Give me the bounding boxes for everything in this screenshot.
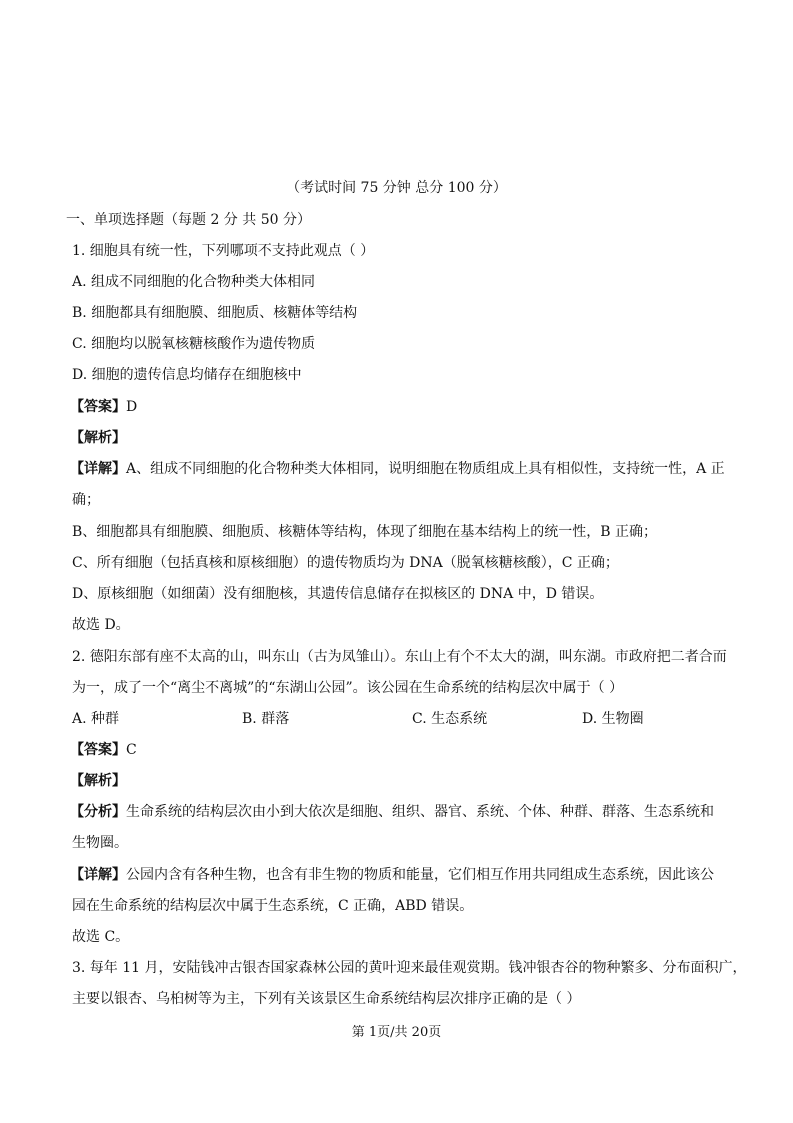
question-1-detail-line-3: B、细胞都具有细胞膜、细胞质、核糖体等结构，体现了细胞在基本结构上的统一性，B 正确； [72,524,658,540]
analyze-tag: 【分析】 [70,804,126,820]
question-1-detail-line-1 [70,459,725,479]
detail-text: 公园内含有各种生物，也含有非生物的物质和能量，它们相互作用共同组成生态系统，因此该公 [126,867,714,883]
detail-text: A、组成不同细胞的化合物种类大体相同，说明细胞在物质组成上具有相似性，支持统一性，A 正 [126,461,725,477]
question-1-option-d: D. 细胞的遗传信息均储存在细胞核中 [72,367,302,383]
question-1-detail-line-2: 确； [72,492,100,508]
question-3-stem-line-2: 主要以银杏、乌桕树等为主，下列有关该景区生命系统结构层次排序正确的是（ ） [72,991,581,1007]
detail-tag: 【详解】 [70,867,126,883]
question-2-analyze-line-1 [70,802,714,822]
question-2-option-b: B. 群落 [242,711,290,727]
answer-value: C [126,742,137,758]
question-1-analysis-tag: 【解析】 [70,430,126,446]
question-1-option-c: C. 细胞均以脱氧核糖核酸作为遗传物质 [72,336,316,352]
section-title: 一、单项选择题（每题 2 分 共 50 分） [66,212,311,228]
question-2-analysis-tag: 【解析】 [70,773,126,789]
question-2-option-c: C. 生态系统 [412,711,488,727]
question-2-stem-line-2: 为一，成了一个“离尘不离城”的“东湖山公园”。该公园在生命系统的结构层次中属于（ ） [72,680,624,696]
question-1-stem: 1. 细胞具有统一性，下列哪项不支持此观点（ ） [72,243,375,259]
answer-tag: 【答案】 [70,399,126,415]
question-2-option-a: A. 种群 [72,711,120,727]
answer-tag: 【答案】 [70,742,126,758]
question-1-detail-line-4: C、所有细胞（包括真核和原核细胞）的遗传物质均为 DNA（脱氧核糖核酸），C 正确； [72,555,619,571]
question-2-analyze-line-2: 生物圈。 [72,835,128,851]
exam-header: （考试时间 75 分钟 总分 100 分） [286,180,507,196]
question-2-detail-line-2: 园在生命系统的结构层次中属于生态系统，C 正确，ABD 错误。 [72,898,474,914]
question-2-answer [70,740,137,760]
question-2-detail-line-1 [70,865,714,885]
answer-value: D [126,399,138,415]
question-1-option-a: A. 组成不同细胞的化合物种类大体相同 [72,274,316,290]
question-2-stem-line-1: 2. 德阳东部有座不太高的山，叫东山（古为凤雏山）。东山上有个不太大的湖，叫东湖。市政府把二者合而 [72,649,727,665]
detail-tag: 【详解】 [70,461,126,477]
question-1-detail-line-5: D、原核细胞（如细菌）没有细胞核，其遗传信息储存在拟核区的 DNA 中，D 错误。 [72,586,604,602]
question-1-answer [70,397,137,417]
question-1-option-b: B. 细胞都具有细胞膜、细胞质、核糖体等结构 [72,305,358,321]
page-footer: 第 1页/共 20页 [351,1025,442,1040]
question-2-conclusion: 故选 C。 [72,929,130,945]
question-1-conclusion: 故选 D。 [72,617,130,633]
question-3-stem-line-1: 3. 每年 11 月，安陆钱冲古银杏国家森林公园的黄叶迎来最佳观赏期。钱冲银杏谷的物种繁多、分布面积广， [72,960,747,976]
question-2-option-d: D. 生物圈 [582,711,644,727]
analyze-text: 生命系统的结构层次由小到大依次是细胞、组织、器官、系统、个体、种群、群落、生态系统和 [126,804,714,820]
